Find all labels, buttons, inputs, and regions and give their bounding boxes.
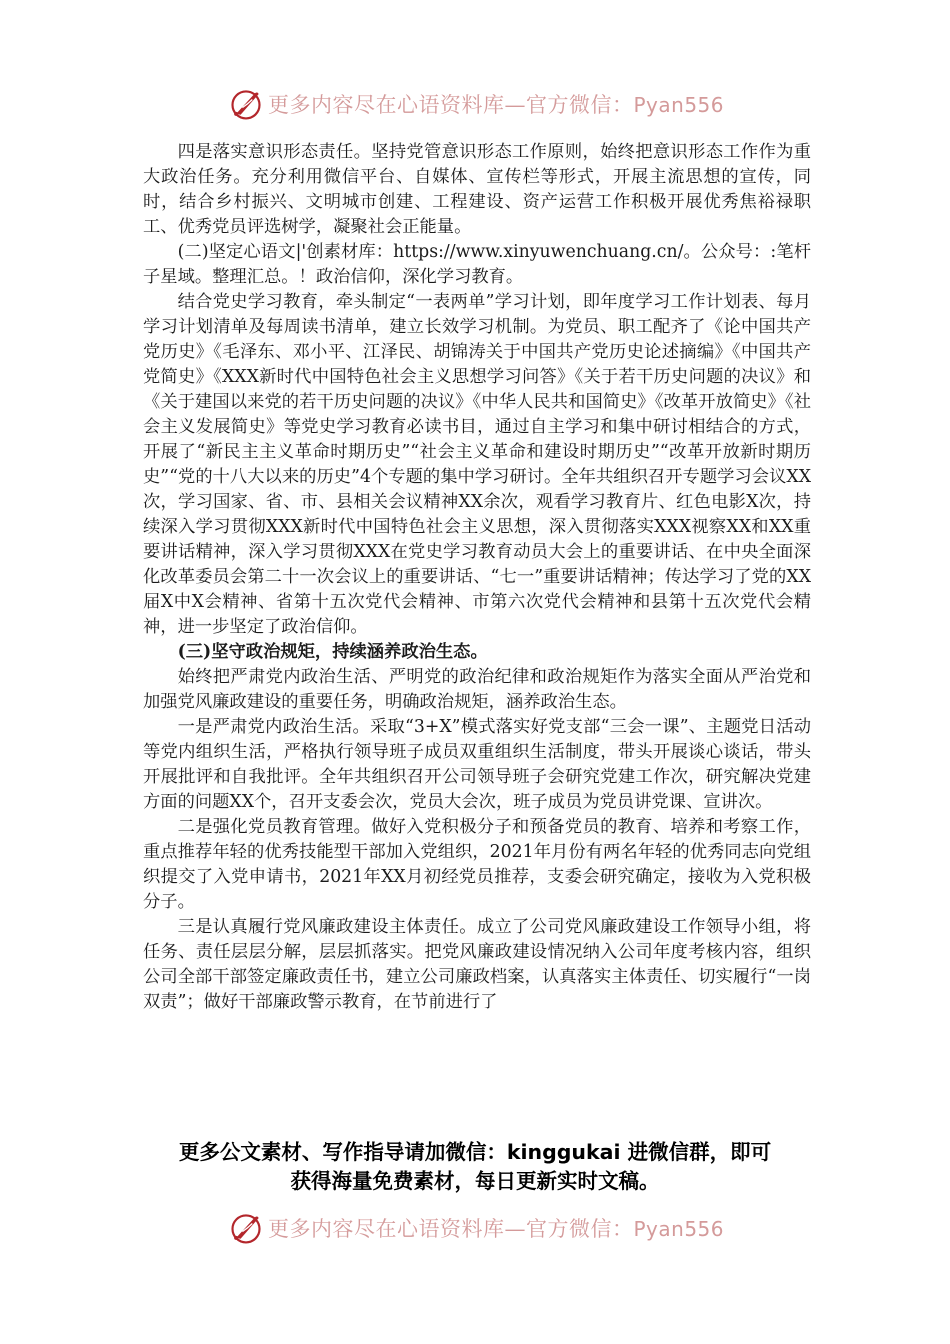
footer-banner [0,1208,950,1248]
document-body [143,140,811,1015]
quill-logo-icon [228,86,264,122]
banner-account: Pyan556 [633,93,725,117]
footer-note-line: 获得海量免费素材，每日更新实时文稿。 [290,1169,660,1193]
paragraph: 三是认真履行党风廉政建设主体责任。成立了公司党风廉政建设工作领导小组，将任务、责任层层分解，层层抓落实。把党风廉政建设情况纳入公司年度考核内容，组织公司全部干部签定廉政责任书，建立公司廉政档案，认真落实主体责任、切实履行“一岗双责”；做好干部廉政警示教育，在节前进行了 [143,917,811,1012]
paragraph: 二是强化党员教育管理。做好入党积极分子和预备党员的教育、培养和考察工作，重点推荐年轻的优秀技能型干部加入党组织，2021年月份有两名年轻的优秀同志向党组织提交了入党申请书，2021年XX月初经党员推荐，支委会研究确定，接收为入党积极分子。 [143,817,811,912]
banner-account: Pyan556 [633,1217,725,1241]
quill-logo-icon [228,1210,264,1246]
footer-note [100,1138,850,1196]
banner-text: 更多内容尽在心语资料库—官方微信：Pyan556 [268,1217,725,1241]
paragraph: 结合党史学习教育，牵头制定“一表两单”学习计划，即年度学习工作计划表、每月学习计划清单及每周读书清单，建立长效学习机制。为党员、职工配齐了《论中国共产党历史》《毛泽东、邓小平、江泽民、胡锦涛关于中国共产党历史论述摘编》《中国共产党简史》《XXX新时代中国特色社会主义思想学习问答》《关于若干历史问题的决议》和《关于建国以来党的若干历史问题的决议》《中华人民共和国简史》《改革开放简史》《社会主义发展简史》等党史学习教育必读书目，通过自主学习和集中研讨相结合的方式，开展了“新民主主义革命时期历史”“社会主义革命和建设时期历史”“改革开放新时期历史”“党的十八大以来的历史”4个专题的集中学习研讨。全年共组织召开专题学习会议XX次，学习国家、省、市、县相关会议精神XX余次，观看学习教育片、红色电影X次，持续深入学习贯彻XXX新时代中国特色社会主义思想，深入贯彻落实XXX视察XX和XX重要讲话精神，深入学习贯彻XXX在党史学习教育动员大会上的重要讲话、在中央全面深化改革委员会第二十一次会议上的重要讲话、“七一”重要讲话精神；传达学习了党的XX届X中X会精神、省第十五次党代会精神、市第六次党代会精神和县第十五次党代会精神，进一步坚定了政治信仰。 [143,292,811,637]
paragraph: 始终把严肃党内政治生活、严明党的政治纪律和政治规矩作为落实全面从严治党和加强党风廉政建设的重要任务，明确政治规矩，涵养政治生态。 [143,667,811,712]
header-banner [0,84,950,124]
paragraph: 一是严肃党内政治生活。采取“3+X”模式落实好党支部“三会一课”、主题党日活动等党内组织生活，严格执行领导班子成员双重组织生活制度，带头开展谈心谈话，带头开展批评和自我批评。全年共组织召开公司领导班子会研究党建工作次，研究解决党建方面的问题XX个，召开支委会次，党员大会次，班子成员为党员讲党课、宣讲次。 [143,717,811,812]
banner-text: 更多内容尽在心语资料库—官方微信：Pyan556 [268,93,725,117]
paragraph: (二)坚定心语文|'创素材库：https://www.xinyuwenchuang.cn/。公众号：:笔杆子星域。整理汇总。！政治信仰，深化学习教育。 [143,242,811,287]
paragraph: 四是落实意识形态责任。坚持党管意识形态工作原则，始终把意识形态工作作为重大政治任务。充分利用微信平台、自媒体、宣传栏等形式，开展主流思想的宣传，同时，结合乡村振兴、文明城市创建、工程建设、资产运营工作积极开展优秀焦裕禄职工、优秀党员评选树学，凝聚社会正能量。 [143,142,811,237]
footer-note-line: 更多公文素材、写作指导请加微信：kinggukai 进微信群，即可 [178,1140,772,1164]
section-heading: (三)坚守政治规矩，持续涵养政治生态。 [177,642,488,662]
